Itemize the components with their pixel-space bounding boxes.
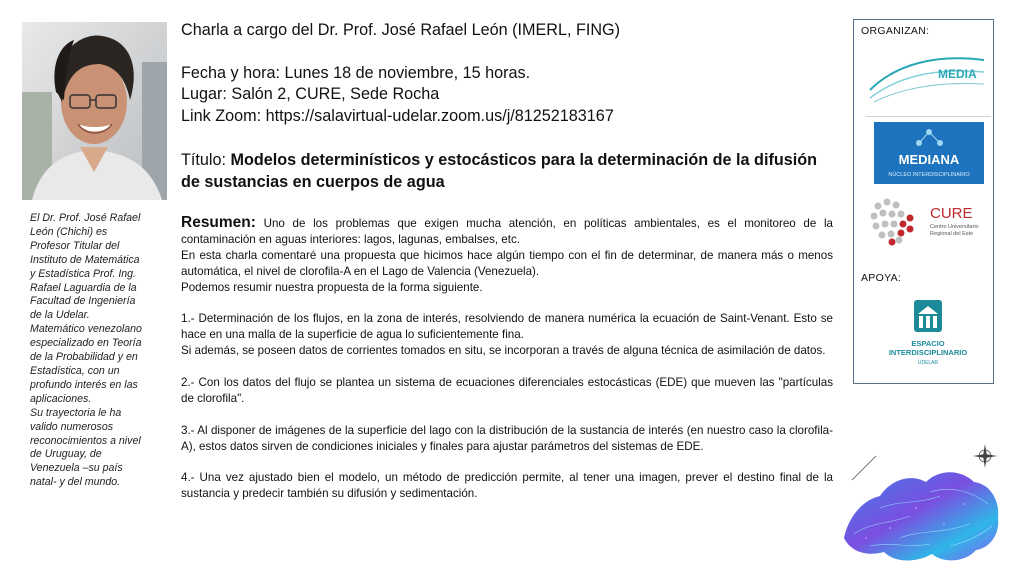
main-content	[181, 20, 833, 502]
abstract-item-2: 2.- Con los datos del flujo se plantea un sistema de ecuaciones diferenciales estocásticas (EDE) que mueven las "partículas de clorofila".	[181, 376, 833, 405]
speaker-bio	[30, 212, 162, 490]
bio-line: Facultad de Ingeniería	[30, 295, 136, 308]
cure-logo	[868, 196, 992, 252]
bio-line: León (Chichi) es	[30, 225, 108, 238]
abstract-paragraph: Podemos resumir nuestra propuesta de la forma siguiente.	[181, 280, 483, 294]
speaker-portrait-image	[22, 22, 167, 200]
espacio-text-3: UDELAR	[917, 360, 939, 366]
bio-line: y Estadística Prof. Ing.	[30, 267, 136, 280]
zoom-link[interactable]: Link Zoom: https://salavirtual-udelar.zoom.us/j/81252183167	[181, 106, 614, 125]
bio-line: Estadística, con un	[30, 364, 120, 377]
lake-flow-map-image	[840, 438, 1008, 570]
bio-line: de la Udelar.	[30, 309, 90, 322]
bio-line: Matemático venezolano	[30, 323, 142, 336]
mediana-tagline: NÚCLEO INTERDISCIPLINARIO	[888, 172, 970, 178]
bio-line: valido numerosos	[30, 420, 114, 433]
media-logo-graphic	[866, 42, 988, 108]
media-logo	[866, 42, 988, 108]
bio-line: El Dr. Prof. José Rafael	[30, 212, 141, 224]
title-label: Título:	[181, 151, 231, 169]
abstract-item-4: 4.- Una vez ajustado bien el modelo, un método de predicción permite, al tener una imagen, prever el destino final de la sustancia y predecir también su difusión y sedimentación.	[181, 471, 833, 501]
talk-title	[181, 150, 833, 193]
bio-line: Profesor Titular del	[30, 239, 120, 252]
bio-line: profundo interés en las	[30, 378, 138, 391]
place-line: Lugar: Salón 2, CURE, Sede Rocha	[181, 85, 440, 103]
scale-arrow	[852, 456, 876, 480]
espacio-text-1: ESPACIO	[911, 339, 945, 348]
compass-icon	[973, 444, 997, 468]
title-text: Modelos determinísticos y estocásticos para la determinación de la difusión de sustancias en cuerpos de agua	[181, 151, 817, 191]
cure-logo-graphic	[868, 196, 992, 252]
abstract-item-1: 1.- Determinación de los flujos, en la zona de interés, resolviendo de manera numérica la ecuación de Saint-Venant. Esto se hace en una malla de la superficie de agua lo suficientemente fina.	[181, 312, 833, 342]
bio-line: Su trayectoria le ha	[30, 406, 122, 419]
speaker-photo	[22, 22, 167, 200]
sponsors-box	[853, 19, 994, 384]
lake-valencia-map	[840, 438, 1008, 570]
cure-tagline-1: Centro Universitario	[930, 224, 979, 230]
abstract-paragraph: En esta charla comentaré una propuesta que hicimos hace algún tiempo con el fin de determinar, de manera más o menos automática, el nivel de clorofila-A en el Lago de Valencia (Venezuela).	[181, 248, 833, 278]
bio-line: de Uruguay, de	[30, 448, 102, 461]
media-logo-text: MEDIA	[938, 67, 977, 81]
abstract	[181, 215, 833, 502]
mediana-logo-text: MEDIANA	[898, 152, 960, 167]
abstract-item-1b: Si además, se poseen datos de corrientes tomados en situ, se incorporan a través de alguna técnica de asimilación de datos.	[181, 344, 826, 358]
espacio-interdisciplinario-logo	[876, 296, 980, 370]
bio-line: especializado en Teoría	[30, 337, 142, 350]
organizan-label: ORGANIZAN:	[861, 25, 930, 37]
bio-line: Instituto de Matemática	[30, 253, 140, 266]
bio-line: natal- y del mundo.	[30, 476, 121, 489]
apoya-label: APOYA:	[861, 272, 902, 284]
bio-line: Venezuela –su país	[30, 462, 123, 475]
mediana-logo-graphic	[874, 122, 984, 184]
bio-line: Rafael Laguardia de la	[30, 281, 137, 294]
espacio-logo-graphic	[876, 296, 980, 370]
bio-line: de la Probabilidad y en	[30, 351, 138, 364]
cure-logo-text: CURE	[930, 205, 973, 222]
abstract-item-3: 3.- Al disponer de imágenes de la superficie del lago con la distribución de la sustancia de interés (en nuestro caso la clorofila-A), estos datos sirven de condiciones iniciales y finales para ajustar parámetros del sistemas de EDE.	[181, 423, 833, 453]
espacio-text-2: INTERDISCIPLINARIO	[888, 348, 968, 357]
cure-tagline-2: Regional del Este	[930, 231, 974, 237]
date-time-line: Fecha y hora: Lunes 18 de noviembre, 15 horas.	[181, 63, 531, 82]
lake-shape	[844, 472, 998, 560]
mediana-logo	[874, 122, 984, 184]
bio-line: aplicaciones.	[30, 392, 92, 405]
abstract-intro: Uno de los problemas que exigen mucha atención, en políticas ambientales, es el monitoreo de la contaminación en aguas interiores: lagos, lagunas, embalses, etc.	[181, 217, 833, 246]
bio-line: reconocimientos a nivel	[30, 434, 141, 447]
abstract-label: Resumen:	[181, 214, 256, 231]
talk-by-line: Charla a cargo del Dr. Prof. José Rafael León (IMERL, FING)	[181, 21, 621, 39]
